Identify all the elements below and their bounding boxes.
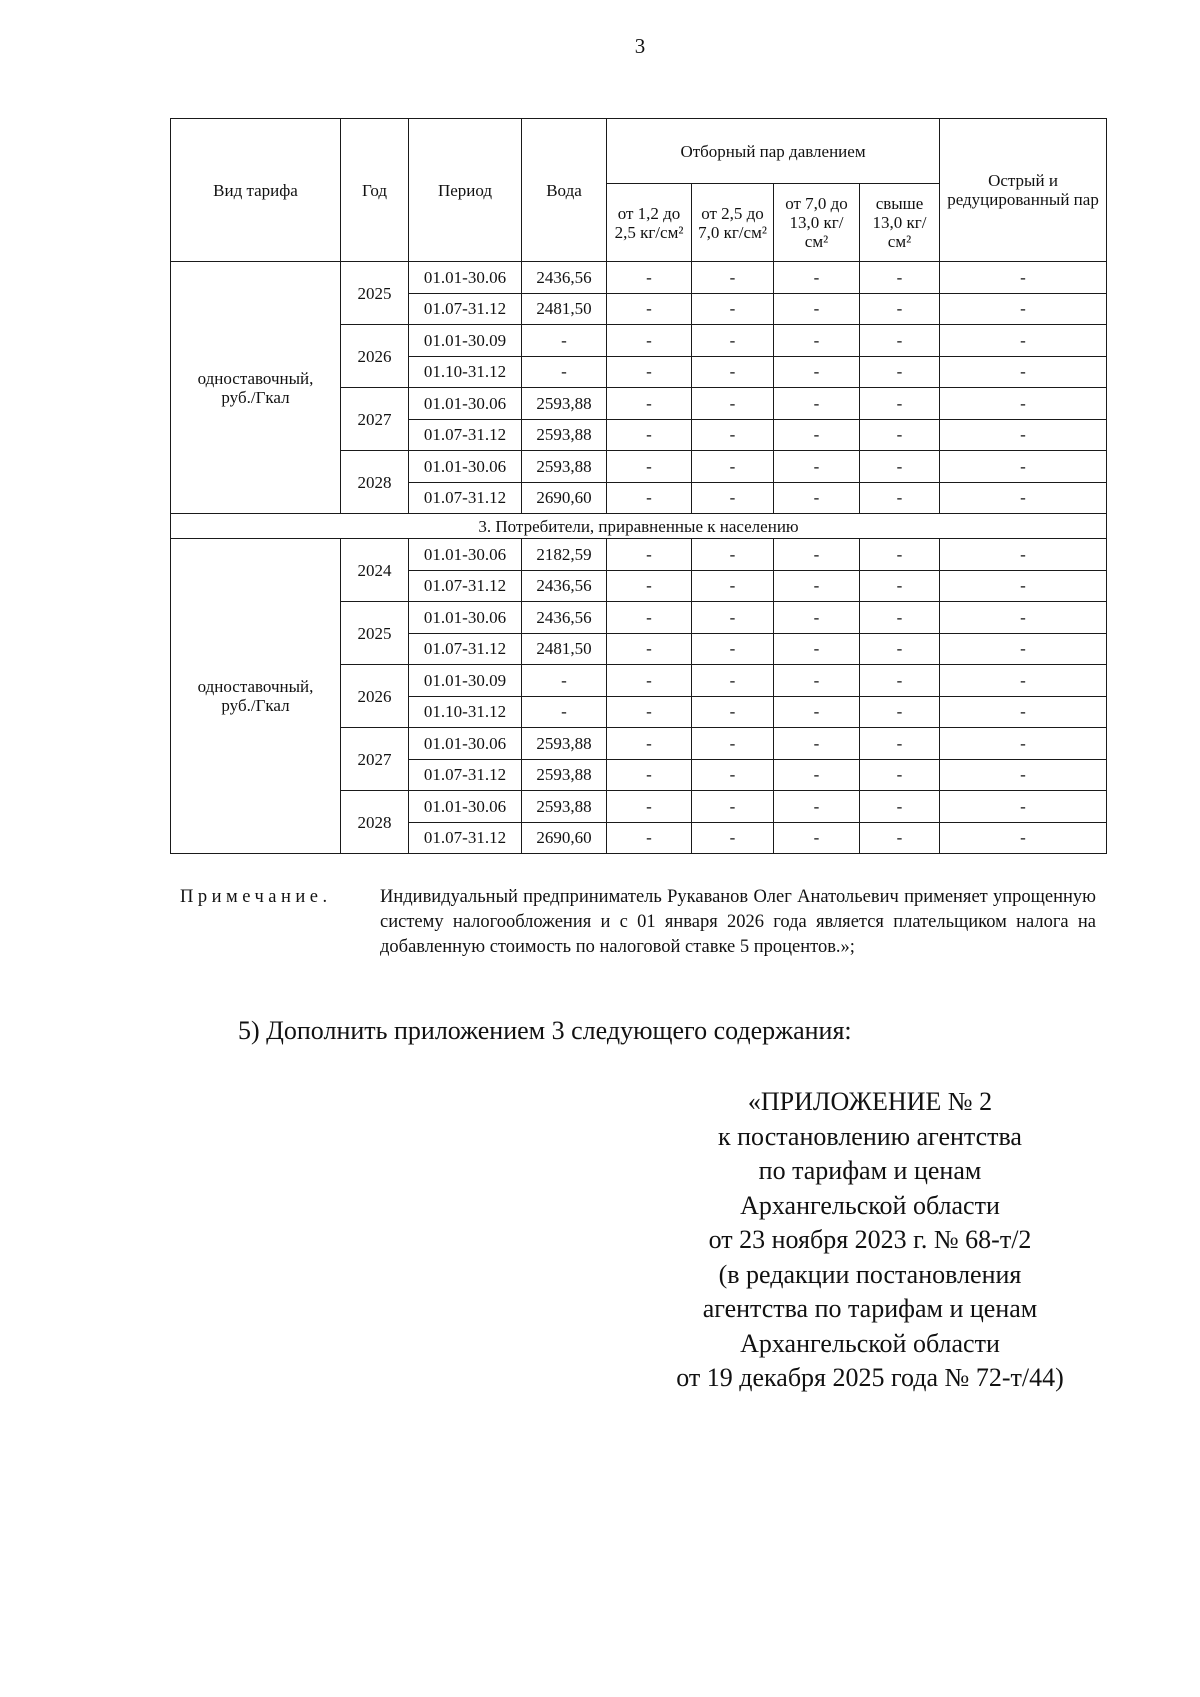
steam-3-cell: -	[774, 728, 860, 760]
steam-4-cell: -	[860, 633, 940, 665]
steam-1-cell: -	[607, 388, 692, 420]
steam-3-cell: -	[774, 482, 860, 514]
steam-4-cell: -	[860, 539, 940, 571]
period-cell: 01.01-30.06	[409, 602, 522, 634]
header-sharp-steam: Острый и редуцированный пар	[940, 119, 1107, 262]
steam-2-cell: -	[692, 728, 774, 760]
sharp-steam-cell: -	[940, 665, 1107, 697]
sharp-steam-cell: -	[940, 539, 1107, 571]
period-cell: 01.10-31.12	[409, 356, 522, 388]
period-cell: 01.07-31.12	[409, 570, 522, 602]
water-cell: -	[522, 356, 607, 388]
water-cell: 2436,56	[522, 602, 607, 634]
water-cell: 2182,59	[522, 539, 607, 571]
water-cell: 2436,56	[522, 262, 607, 294]
steam-2-cell: -	[692, 570, 774, 602]
appendix-line: от 23 ноября 2023 г. № 68-т/2	[708, 1225, 1032, 1254]
steam-3-cell: -	[774, 388, 860, 420]
appendix-line: Архангельской области	[740, 1190, 1000, 1220]
sharp-steam-cell: -	[940, 759, 1107, 791]
header-period: Период	[409, 119, 522, 262]
steam-3-cell: -	[774, 602, 860, 634]
sharp-steam-cell: -	[940, 570, 1107, 602]
steam-4-cell: -	[860, 822, 940, 854]
steam-2-cell: -	[692, 419, 774, 451]
water-cell: 2593,88	[522, 728, 607, 760]
steam-4-cell: -	[860, 325, 940, 357]
section-title: 3. Потребители, приравненные к населению	[171, 514, 1107, 539]
sharp-steam-cell: -	[940, 728, 1107, 760]
steam-3-cell: -	[774, 262, 860, 294]
steam-3-cell: -	[774, 356, 860, 388]
period-cell: 01.01-30.06	[409, 451, 522, 483]
steam-3-cell: -	[774, 633, 860, 665]
period-cell: 01.07-31.12	[409, 759, 522, 791]
steam-1-cell: -	[607, 356, 692, 388]
steam-1-cell: -	[607, 822, 692, 854]
steam-4-cell: -	[860, 482, 940, 514]
steam-2-cell: -	[692, 451, 774, 483]
period-cell: 01.07-31.12	[409, 293, 522, 325]
water-cell: 2481,50	[522, 633, 607, 665]
year-cell: 2027	[341, 388, 409, 451]
steam-1-cell: -	[607, 419, 692, 451]
table-body	[171, 262, 1107, 854]
steam-2-cell: -	[692, 633, 774, 665]
steam-2-cell: -	[692, 822, 774, 854]
steam-1-cell: -	[607, 728, 692, 760]
period-cell: 01.01-30.06	[409, 262, 522, 294]
steam-1-cell: -	[607, 759, 692, 791]
steam-2-cell: -	[692, 665, 774, 697]
steam-2-cell: -	[692, 696, 774, 728]
steam-3-cell: -	[774, 822, 860, 854]
appendix-header	[640, 1085, 1100, 1396]
steam-1-cell: -	[607, 633, 692, 665]
header-year: Год	[341, 119, 409, 262]
steam-3-cell: -	[774, 325, 860, 357]
year-cell: 2026	[341, 325, 409, 388]
steam-3-cell: -	[774, 539, 860, 571]
header-steam-4: свыше 13,0 кг/см²	[860, 184, 940, 262]
table-row	[171, 262, 1107, 294]
appendix-line: по тарифам и ценам	[758, 1156, 982, 1185]
steam-3-cell: -	[774, 665, 860, 697]
appendix-line: Архангельской области	[740, 1328, 1000, 1358]
steam-3-cell: -	[774, 791, 860, 823]
steam-2-cell: -	[692, 388, 774, 420]
steam-4-cell: -	[860, 293, 940, 325]
steam-4-cell: -	[860, 791, 940, 823]
steam-3-cell: -	[774, 451, 860, 483]
sharp-steam-cell: -	[940, 791, 1107, 823]
steam-4-cell: -	[860, 570, 940, 602]
note-label: Примечание.	[180, 887, 332, 907]
header-steam-2: от 2,5 до 7,0 кг/см²	[692, 184, 774, 262]
table-row	[171, 539, 1107, 571]
water-cell: -	[522, 696, 607, 728]
steam-2-cell: -	[692, 602, 774, 634]
tariff-type-cell: одноставочный, руб./Гкал	[171, 262, 341, 514]
steam-2-cell: -	[692, 482, 774, 514]
steam-3-cell: -	[774, 570, 860, 602]
year-cell: 2027	[341, 728, 409, 791]
sharp-steam-cell: -	[940, 262, 1107, 294]
water-cell: 2481,50	[522, 293, 607, 325]
period-cell: 01.01-30.09	[409, 325, 522, 357]
year-cell: 2024	[341, 539, 409, 602]
appendix-line: от 19 декабря 2025 года № 72-т/44)	[676, 1363, 1064, 1392]
sharp-steam-cell: -	[940, 388, 1107, 420]
sharp-steam-cell: -	[940, 482, 1107, 514]
steam-1-cell: -	[607, 325, 692, 357]
steam-1-cell: -	[607, 791, 692, 823]
period-cell: 01.01-30.09	[409, 665, 522, 697]
steam-1-cell: -	[607, 696, 692, 728]
steam-4-cell: -	[860, 262, 940, 294]
steam-1-cell: -	[607, 665, 692, 697]
year-cell: 2028	[341, 791, 409, 854]
steam-2-cell: -	[692, 262, 774, 294]
period-cell: 01.07-31.12	[409, 419, 522, 451]
header-tariff-type: Вид тарифа	[171, 119, 341, 262]
header-water: Вода	[522, 119, 607, 262]
steam-4-cell: -	[860, 356, 940, 388]
steam-4-cell: -	[860, 759, 940, 791]
appendix-line: «ПРИЛОЖЕНИЕ № 2	[747, 1087, 993, 1116]
steam-4-cell: -	[860, 665, 940, 697]
header-steam-3: от 7,0 до 13,0 кг/см²	[774, 184, 860, 262]
appendix-line: (в редакции постановления	[718, 1259, 1022, 1289]
instruction-text: 5) Дополнить приложением 3 следующего содержания:	[238, 1016, 852, 1045]
appendix-line: к постановлению агентства	[718, 1121, 1022, 1151]
steam-4-cell: -	[860, 388, 940, 420]
period-cell: 01.07-31.12	[409, 482, 522, 514]
steam-4-cell: -	[860, 696, 940, 728]
tariff-table	[170, 118, 1107, 854]
header-steam-group: Отборный пар давлением	[607, 119, 940, 184]
steam-1-cell: -	[607, 570, 692, 602]
steam-2-cell: -	[692, 325, 774, 357]
sharp-steam-cell: -	[940, 356, 1107, 388]
steam-2-cell: -	[692, 539, 774, 571]
sharp-steam-cell: -	[940, 696, 1107, 728]
steam-4-cell: -	[860, 419, 940, 451]
steam-1-cell: -	[607, 602, 692, 634]
water-cell: 2690,60	[522, 822, 607, 854]
period-cell: 01.10-31.12	[409, 696, 522, 728]
steam-2-cell: -	[692, 293, 774, 325]
steam-2-cell: -	[692, 356, 774, 388]
steam-2-cell: -	[692, 759, 774, 791]
water-cell: 2593,88	[522, 388, 607, 420]
sharp-steam-cell: -	[940, 633, 1107, 665]
tariff-type-cell: одноставочный, руб./Гкал	[171, 539, 341, 854]
year-cell: 2025	[341, 262, 409, 325]
water-cell: 2690,60	[522, 482, 607, 514]
sharp-steam-cell: -	[940, 822, 1107, 854]
period-cell: 01.01-30.06	[409, 539, 522, 571]
water-cell: -	[522, 665, 607, 697]
note-text: Индивидуальный предприниматель Рукаванов Олег Анатольевич применяет упрощенную систему налогообложения и с 01 января 2026 года является плательщиком налога на добавленную стоимость по налоговой ставке 5 процентов.»;	[380, 887, 1096, 957]
sharp-steam-cell: -	[940, 419, 1107, 451]
steam-4-cell: -	[860, 602, 940, 634]
steam-3-cell: -	[774, 419, 860, 451]
appendix-line: агентства по тарифам и ценам	[702, 1294, 1038, 1323]
water-cell: 2593,88	[522, 759, 607, 791]
period-cell: 01.01-30.06	[409, 791, 522, 823]
steam-2-cell: -	[692, 791, 774, 823]
steam-1-cell: -	[607, 482, 692, 514]
water-cell: 2436,56	[522, 570, 607, 602]
steam-3-cell: -	[774, 696, 860, 728]
water-cell: -	[522, 325, 607, 357]
steam-1-cell: -	[607, 262, 692, 294]
sharp-steam-cell: -	[940, 325, 1107, 357]
steam-1-cell: -	[607, 539, 692, 571]
header-steam-1: от 1,2 до 2,5 кг/см²	[607, 184, 692, 262]
water-cell: 2593,88	[522, 419, 607, 451]
page-number: 3	[634, 34, 646, 58]
steam-1-cell: -	[607, 293, 692, 325]
sharp-steam-cell: -	[940, 602, 1107, 634]
sharp-steam-cell: -	[940, 293, 1107, 325]
year-cell: 2025	[341, 602, 409, 665]
section-row	[171, 514, 1107, 539]
period-cell: 01.07-31.12	[409, 822, 522, 854]
steam-1-cell: -	[607, 451, 692, 483]
year-cell: 2028	[341, 451, 409, 514]
sharp-steam-cell: -	[940, 451, 1107, 483]
steam-3-cell: -	[774, 293, 860, 325]
water-cell: 2593,88	[522, 451, 607, 483]
period-cell: 01.01-30.06	[409, 388, 522, 420]
water-cell: 2593,88	[522, 791, 607, 823]
steam-3-cell: -	[774, 759, 860, 791]
period-cell: 01.07-31.12	[409, 633, 522, 665]
period-cell: 01.01-30.06	[409, 728, 522, 760]
steam-4-cell: -	[860, 728, 940, 760]
year-cell: 2026	[341, 665, 409, 728]
steam-4-cell: -	[860, 451, 940, 483]
